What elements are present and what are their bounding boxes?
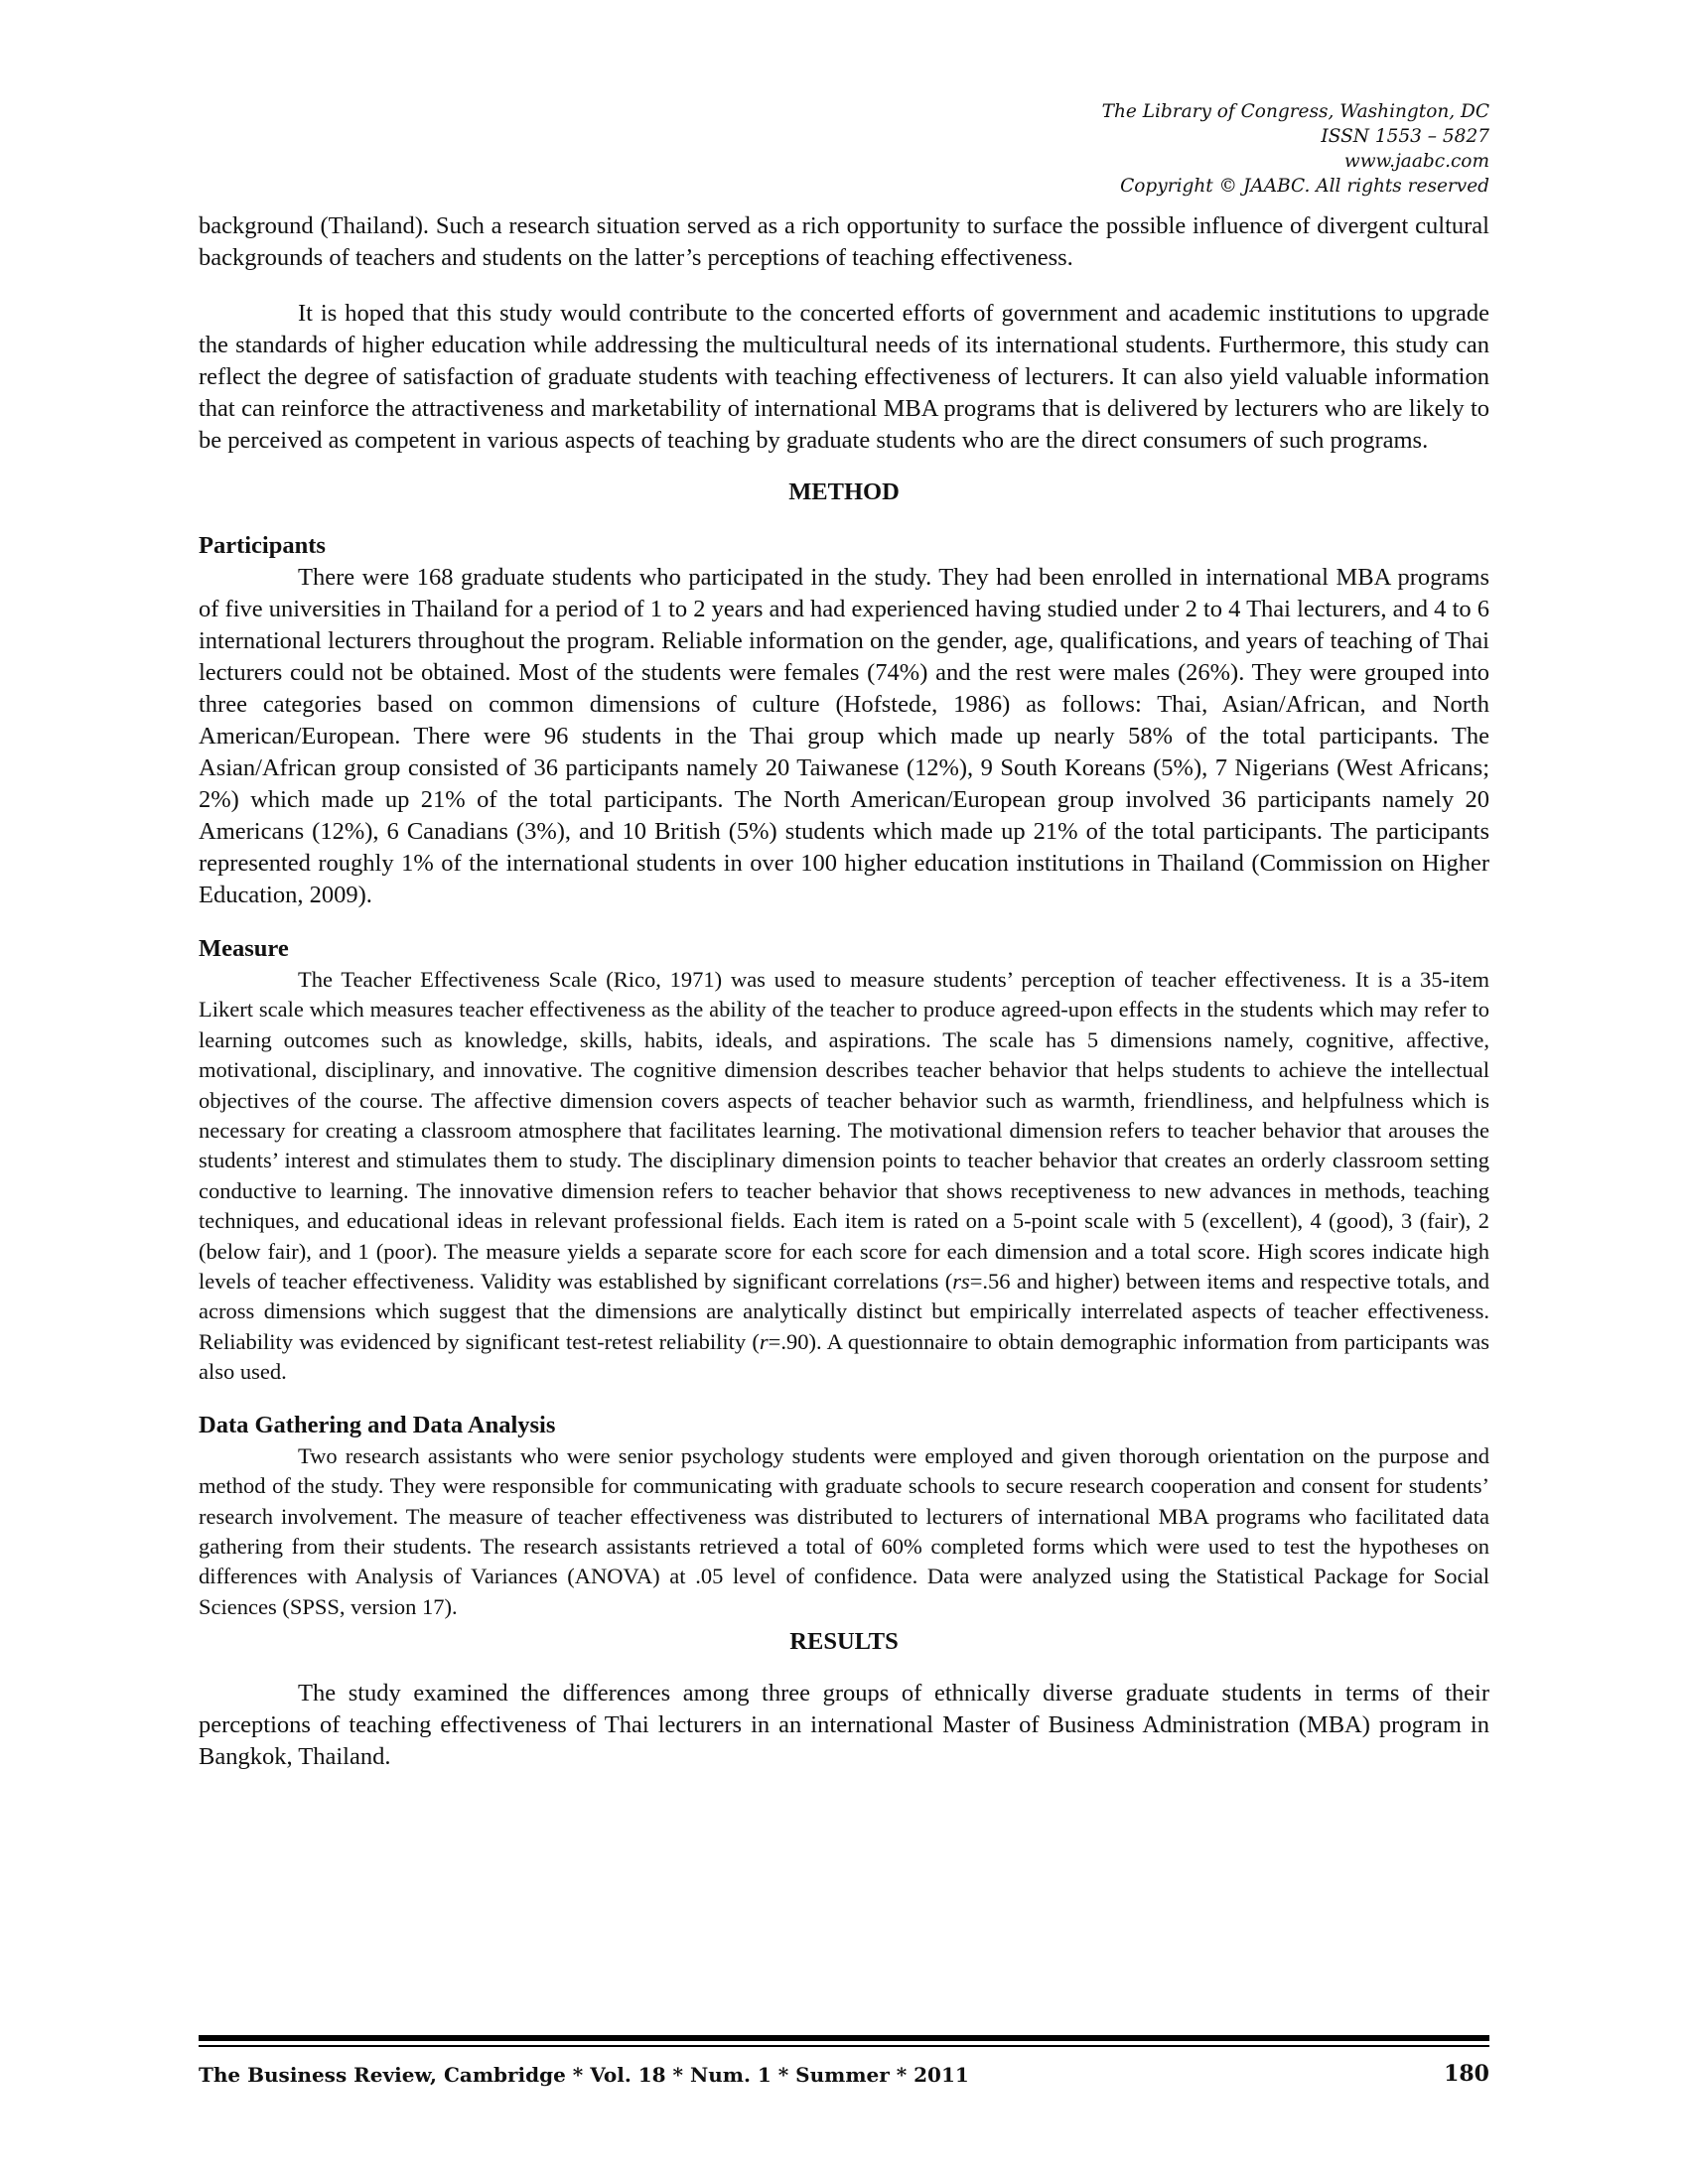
masthead-website: www.jaabc.com bbox=[1343, 151, 1489, 172]
masthead bbox=[1102, 99, 1489, 199]
masthead-copyright: Copyright © JAABC. All rights reserved bbox=[1120, 176, 1489, 197]
measure-text-a: The Teacher Effectiveness Scale (Rico, 1971) was used to measure students’ perception of teacher effectiveness. It is a 35-item Likert scale which measures teacher effectiveness as the ability of the teacher to produce agreed-upon effects in the students which may refer to learning outcomes such as knowledge, skills, habits, ideals, and aspirations. The scale has 5 dimensions namely, cognitive, affective, motivational, disciplinary, and innovative. The cognitive dimension describes teacher behavior that helps students to achieve the intellectual objectives of the course. The affective dimension covers aspects of teacher behavior such as warmth, friendliness, and helpfulness which is necessary for creating a classroom atmosphere that facilitates learning. The motivational dimension refers to teacher behavior that arouses the students’ interest and stimulates them to study. The disciplinary dimension points to teacher behavior that creates an orderly classroom setting conductive to learning. The innovative dimension refers to teacher behavior that shows receptiveness to new advances in methods, teaching techniques, and educational ideas in relevant professional fields. Each item is rated on a 5-point scale with 5 (excellent), 4 (good), 3 (fair), 2 (below fair), and 1 (poor). The measure yields a separate score for each score for each dimension and a total score. High scores indicate high levels of teacher effectiveness. Validity was established by significant correlations ( bbox=[199, 967, 1489, 1295]
intro-paragraph-1: background (Thailand). Such a research situation served as a rich opportunity to surface the possible influence of divergent cultural backgrounds of teachers and students on the latter’s perceptions of teaching effectiveness. bbox=[199, 212, 1489, 271]
intro-paragraph-2: It is hoped that this study would contribute to the concerted efforts of government and academic institutions to upgrade the standards of higher education while addressing the multicultural needs of its international students. Furthermore, this study can reflect the degree of satisfaction of graduate students with teaching effectiveness of lecturers. It can also yield valuable information that can reinforce the attractiveness and marketability of international MBA programs that is delivered by lecturers who are likely to be perceived as competent in various aspects of teaching by graduate students who are the direct consumers of such programs. bbox=[199, 300, 1489, 454]
measure-text-b: =.56 and higher) between items and respective totals, and across dimensions which suggest that the dimensions are analytically distinct but empirically interrelated aspects of teacher effectiveness. Reliability was evidenced by significant test-retest reliability ( bbox=[199, 1269, 1489, 1354]
masthead-library: The Library of Congress, Washington, DC bbox=[1101, 101, 1489, 122]
measure-text-c: =.90). A questionnaire to obtain demographic information from participants was also used. bbox=[199, 1328, 1489, 1385]
footer-journal: The Business Review, Cambridge * Vol. 18 * Num. 1 * Summer * 2011 bbox=[199, 2063, 969, 2087]
data-analysis-paragraph: Two research assistants who were senior psychology students were employed and given thorough orientation on the purpose and method of the study. They were responsible for communicating with graduate schools to secure research cooperation and consent for students’ research involvement. The measure of teacher effectiveness was distributed to lecturers of international MBA programs who facilitated data gathering from their students. The research assistants retrieved a total of 60% completed forms which were used to test the hypotheses on differences with Analysis of Variances (ANOVA) at .05 level of confidence. Data were analyzed using the Statistical Package for Social Sciences (SPSS, version 17). bbox=[199, 1442, 1489, 1619]
article-body bbox=[199, 210, 1489, 1773]
data-analysis-heading: Data Gathering and Data Analysis bbox=[199, 1411, 556, 1438]
measure-paragraph bbox=[199, 965, 1489, 1388]
measure-rs-symbol: rs bbox=[952, 1269, 970, 1295]
participants-heading: Participants bbox=[199, 532, 326, 559]
method-heading: METHOD bbox=[788, 478, 900, 505]
footer-rule-thick bbox=[199, 2035, 1489, 2041]
results-heading: RESULTS bbox=[789, 1628, 899, 1656]
page bbox=[199, 0, 1489, 2184]
page-number: 180 bbox=[1444, 2061, 1489, 2087]
masthead-issn: ISSN 1553 – 5827 bbox=[1321, 126, 1489, 147]
measure-heading: Measure bbox=[199, 935, 289, 962]
results-paragraph: The study examined the differences among three groups of ethnically diverse graduate students in terms of their perceptions of teaching effectiveness of Thai lecturers in an international Master of Business Administration (MBA) program in Bangkok, Thailand. bbox=[199, 1680, 1489, 1771]
footer-rule-thin bbox=[199, 2045, 1489, 2047]
participants-paragraph: There were 168 graduate students who participated in the study. They had been enrolled in international MBA programs of five universities in Thailand for a period of 1 to 2 years and had experienced having studied under 2 to 4 Thai lecturers, and 4 to 6 international lecturers throughout the program. Reliable information on the gender, age, qualifications, and years of teaching of Thai lecturers could not be obtained. Most of the students were females (74%) and the rest were males (26%). They were grouped into three categories based on common dimensions of culture (Hofstede, 1986) as follows: Thai, Asian/African, and North American/European. There were 96 students in the Thai group which made up nearly 58% of the total participants. The Asian/African group consisted of 36 participants namely 20 Taiwanese (12%), 9 South Koreans (5%), 7 Nigerians (West Africans; 2%) which made up 21% of the total participants. The North American/European group involved 36 participants namely 20 Americans (12%), 6 Canadians (3%), and 10 British (5%) students which made up 21% of the total participants. The participants represented roughly 1% of the international students in over 100 higher education institutions in Thailand (Commission on Higher Education, 2009). bbox=[199, 564, 1489, 908]
measure-r-symbol: r bbox=[759, 1328, 769, 1354]
